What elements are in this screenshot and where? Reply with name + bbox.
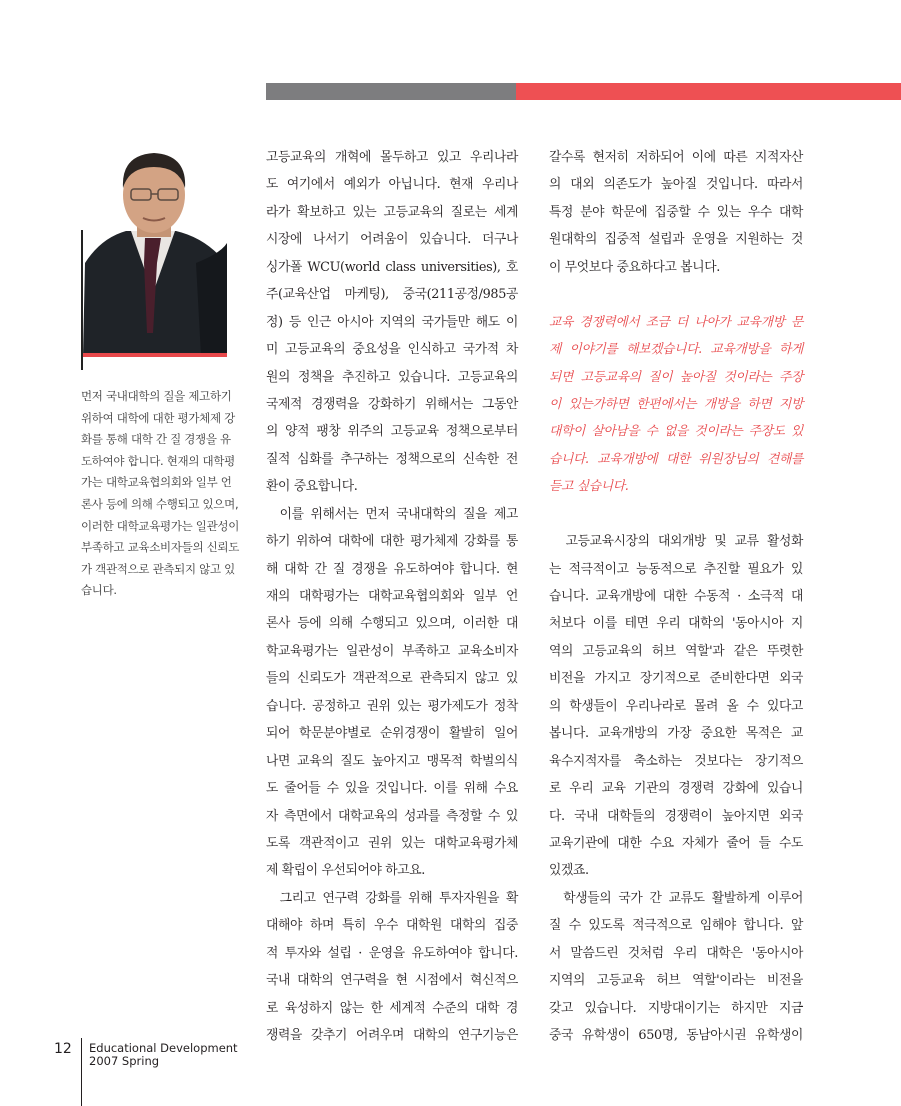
body-line: 대해야 하며 특히 우수 대학원 대학의 집중 <box>266 918 518 934</box>
body-line: 습니다. 공정하고 권위 있는 평가제도가 정착 <box>266 698 518 714</box>
caption-line: 부족하고 교육소비자들의 신뢰도 <box>81 540 240 555</box>
paragraph-gap <box>549 283 803 310</box>
body-line: 교육기관에 대한 수요 자체가 줄어 들 수도 <box>549 835 803 851</box>
body-line: 학생들의 국가 간 교류도 활발하게 이루어 <box>549 890 803 906</box>
interview-question-line: 되면 고등교육의 질이 높아질 것이라는 주장 <box>549 369 803 385</box>
page-number: 12 <box>54 1041 72 1057</box>
body-line: 서 말씀드린 것처럼 우리 대학은 '동아시아 <box>549 945 803 961</box>
header-bar-red <box>516 83 901 100</box>
interview-question-line: 대학이 살아남을 수 없을 것이라는 주장도 있 <box>549 424 803 440</box>
body-line: 비전을 가지고 장기적으로 준비한다면 외국 <box>549 671 803 687</box>
body-line: 있겠죠. <box>549 863 589 879</box>
body-line: 시장에 나서기 어려움이 있습니다. 더구나 <box>266 232 518 248</box>
body-line: 재의 대학평가는 대학교육협의회와 일부 언 <box>266 589 518 604</box>
body-line: 되어 학문분야별로 순위경쟁이 활발히 일어 <box>266 726 518 742</box>
body-line: 라가 확보하고 있는 고등교육의 질로는 세계 <box>266 204 518 220</box>
body-line: 원대학의 집중적 설립과 운영을 지원하는 것 <box>549 232 803 248</box>
body-line: 의 대외 의존도가 높아질 것입니다. 따라서 <box>549 177 803 193</box>
magazine-info <box>89 1042 238 1068</box>
body-line: 싱가폴 WCU(world class universities), 호 <box>266 259 518 275</box>
body-line: 의 양적 팽창 위주의 고등교육 정책으로부터 <box>266 424 518 440</box>
body-line: 도록 객관적이고 권위 있는 대학교육평가체 <box>266 835 518 851</box>
header-bar-gray <box>266 83 516 100</box>
body-line: 하기 위하여 대학에 대한 평가체제 강화를 통 <box>266 534 518 550</box>
caption-line: 가 객관적으로 관측되지 않고 있 <box>81 561 235 576</box>
body-line: 지역의 고등교육 허브 역할'이라는 비전을 <box>549 973 803 989</box>
body-line: 쟁력을 갖추기 어려우며 대학의 연구기능은 <box>266 1028 518 1043</box>
interview-question-line: 듣고 싶습니다. <box>549 479 629 495</box>
body-line: 중국 유학생이 650명, 동남아시권 유학생이 <box>549 1028 803 1043</box>
body-line: 들의 신뢰도가 객관적으로 관측되지 않고 있 <box>266 671 518 687</box>
body-line: 로 우리 교육 기관의 경쟁력 강화에 있습니 <box>549 781 803 797</box>
interview-question-line: 이 있는가하면 한편에서는 개방을 하면 지방 <box>549 396 803 412</box>
body-line: 제 확립이 우선되어야 하고요. <box>266 863 426 879</box>
body-line: 질적 심화를 추구하는 정책으로의 신속한 전 <box>266 451 518 467</box>
caption-line: 이러한 대학교육평가는 일관성이 <box>81 518 240 533</box>
paragraph-gap <box>549 503 803 530</box>
body-line: 습니다. 교육개방에 대한 수동적 · 소극적 대 <box>549 589 803 604</box>
body-line: 이를 위해서는 먼저 국내대학의 질을 제고 <box>266 506 518 522</box>
body-line: 환이 중요합니다. <box>266 479 358 495</box>
photo-accent-line <box>81 230 83 370</box>
body-line: 질 수 있도록 적극적으로 임해야 합니다. 앞 <box>549 918 803 934</box>
photo-red-underline <box>83 353 227 357</box>
caption-line: 도하여야 합니다. 현재의 대학평 <box>81 453 235 468</box>
body-line: 봅니다. 교육개방의 가장 중요한 목적은 교 <box>549 726 803 742</box>
body-line: 다. 국내 대학들의 경쟁력이 높아지면 외국 <box>549 808 803 824</box>
caption-line: 위하여 대학에 대한 평가체제 강 <box>81 410 235 425</box>
body-line: 의 학생들이 우리나라로 몰려 올 수 있다고 <box>549 698 803 714</box>
body-line: 역의 고등교육의 허브 역할'과 같은 뚜렷한 <box>549 643 803 659</box>
body-line: 이 무엇보다 중요하다고 봅니다. <box>549 259 721 275</box>
body-line: 원의 정책을 추진하고 있습니다. 고등교육의 <box>266 369 518 385</box>
interview-question-line: 습니다. 교육개방에 대한 위원장님의 견해를 <box>549 451 803 467</box>
body-column-2 <box>549 146 803 1051</box>
body-line: 육수지적자를 축소하는 것보다는 장기적으 <box>549 753 803 769</box>
interview-question-line: 교육 경쟁력에서 조금 더 나아가 교육개방 문 <box>549 314 803 330</box>
body-line: 학교육평가는 일관성이 부족하고 교육소비자 <box>266 643 518 659</box>
body-line: 국제적 경쟁력을 강화하기 위해서는 그동안 <box>266 396 518 412</box>
body-line: 주(교육산업 마케팅), 중국(211공정/985공 <box>266 287 518 303</box>
pull-quote-caption <box>81 386 251 602</box>
body-column-1 <box>266 146 518 1051</box>
body-line: 나면 교육의 질도 높아지고 맹목적 학벌의식 <box>266 753 518 769</box>
body-line: 로 육성하지 않는 한 세계적 수준의 대학 경 <box>266 1000 518 1016</box>
caption-line: 가는 대학교육협의회와 일부 언 <box>81 475 232 490</box>
interviewee-photo <box>81 143 227 356</box>
body-line: 처보다 이를 테면 우리 대학의 '동아시아 지 <box>549 616 803 632</box>
footer-divider <box>81 1038 82 1106</box>
body-line: 국내 대학의 연구력을 현 시점에서 혁신적으 <box>266 973 518 989</box>
body-line: 해 대학 간 질 경쟁을 유도하여야 합니다. 현 <box>266 561 518 577</box>
body-line: 는 적극적이고 능동적으로 추진할 필요가 있 <box>549 561 803 577</box>
body-line: 도 여기에서 예외가 아닙니다. 현재 우리나 <box>266 177 518 193</box>
caption-line: 먼저 국내대학의 질을 제고하기 <box>81 389 232 403</box>
body-line: 그리고 연구력 강화를 위해 투자자원을 확 <box>266 890 518 906</box>
caption-line: 습니다. <box>81 583 117 598</box>
body-line: 적 투자와 설립 · 운영을 유도하여야 합니다. <box>266 945 518 961</box>
body-line: 정) 등 인근 아시아 지역의 국가들만 해도 이 <box>266 314 518 330</box>
interview-question-line: 제 이야기를 해보겠습니다. 교육개방을 하게 <box>549 342 803 358</box>
caption-line: 론사 등에 의해 수행되고 있으며, <box>81 496 239 511</box>
body-line: 특정 분야 학문에 집중할 수 있는 우수 대학 <box>549 204 803 220</box>
body-line: 고등교육의 개혁에 몰두하고 있고 우리나라 <box>266 150 518 165</box>
body-line: 고등교육시장의 대외개방 및 교류 활성화 <box>549 534 803 550</box>
caption-line: 화를 통해 대학 간 질 경쟁을 유 <box>81 432 231 447</box>
body-line: 론사 등에 의해 수행되고 있으며, 이러한 대 <box>266 616 518 632</box>
body-line: 갖고 있습니다. 지방대이기는 하지만 지금 <box>549 1000 803 1016</box>
body-line: 갈수록 현저히 저하되어 이에 따른 지적자산 <box>549 150 803 165</box>
body-line: 자 측면에서 대학교육의 성과를 측정할 수 있 <box>266 808 518 824</box>
magazine-issue: 2007 Spring <box>89 1054 160 1068</box>
magazine-title: Educational Development <box>89 1041 238 1055</box>
body-line: 미 고등교육의 중요성을 인식하고 국가적 차 <box>266 342 518 358</box>
body-line: 도 줄어들 수 있을 것입니다. 이를 위해 수요 <box>266 781 518 797</box>
